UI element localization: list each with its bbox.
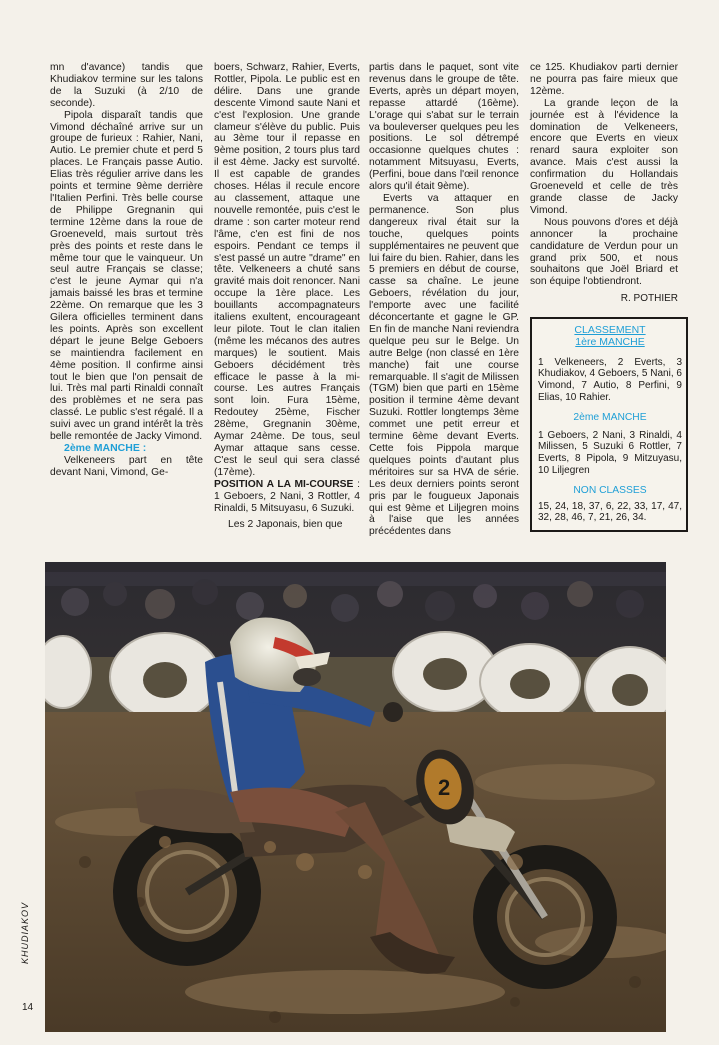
paragraph: boers, Schwarz, Rahier, Everts, Rottler, Pipola. Le public est en délire. Dans une grande descente Vimond saute Nani et c'est l'explosion. Une grande clameur s'élève du public. Puis au 3ème tour il repasse en 9ème position, 2 tours plus tard il est 4ème. Jacky est survolté. Il est capable de grandes choses. Hélas il recule encore au classement, attaque une nouvelle remontée, puis c'est le drame : son carter moteur rend l'âme, c'en est fini de nos espoirs. Pendant ce temps il s'est passé un autre "drame" en tête. Velkeneers a chuté sans gravité mais doit renoncer. Nani occupe la 1ère place. Les bouillants accompagnateurs italiens exultent, encourageant leur pilote. Tout le clan italien (même les mécanos des autres marques) le soutient. Mais Geboers décidément très efficace le passe à la mi-course. Les autres Français sont loin. Fura 15ème, Redoutey 25ème, Fischer 28ème, Gregnanin 30ème, Aymar 24ème. De tous, seul Aymar attaque sans cesse. C'est le seul qui sera classé (17ème). bbox=[214, 62, 360, 478]
results-unclassified: 15, 24, 18, 37, 6, 22, 33, 17, 47, 32, 28, 46, 7, 21, 26, 34. bbox=[538, 500, 682, 524]
photo-caption bbox=[22, 900, 36, 970]
results-title: CLASSEMENT bbox=[574, 324, 646, 336]
photo-caption-text: KHUDIAKOV bbox=[20, 901, 31, 965]
paragraph: ce 125. Khudiakov parti dernier ne pourra pas faire mieux que 12ème. bbox=[530, 62, 678, 97]
results-box bbox=[530, 317, 688, 532]
results-heading-unclassified: NON CLASSES bbox=[573, 484, 647, 496]
rider-number-plate: 2 bbox=[438, 775, 451, 800]
article-column-4 bbox=[530, 62, 678, 305]
paragraph: partis dans le paquet, sont vite revenus dans le groupe de tête. Everts, après un départ moyen, repasse attardé (16ème). L'orage qui s'abat sur le terrain va bouleverser quelques peu les positions. Le sol détrempé occasionne quelques chutes : notamment Mitsuyasu, Everts, (Perfini, boue dans l'œil renonce alors qu'il était 9ème). bbox=[369, 62, 519, 193]
article-column-1 bbox=[50, 62, 203, 479]
article-column-2 bbox=[214, 62, 360, 531]
results-subtitle: 1ère MANCHE bbox=[575, 335, 645, 348]
section-heading-2nd-heat: 2ème MANCHE : bbox=[64, 442, 147, 454]
paragraph: Velkeneers part en tête devant Nani, Vimond, Ge- bbox=[50, 454, 203, 478]
paragraph: mn d'avance) tandis que Khudiakov termine sur les talons de la Suzuki (à 2/10 de seconde). bbox=[50, 62, 203, 109]
article-column-3 bbox=[369, 62, 519, 538]
results-heat-1: 1 Velkeneers, 2 Everts, 3 Khudiakov, 4 Geboers, 5 Nani, 6 Vimond, 7 Autio, 8 Perfini, 9 Elias, 10 Rahier. bbox=[538, 356, 682, 403]
author-signature: R. POTHIER bbox=[620, 293, 678, 305]
paragraph: Everts va attaquer en permanence. Son plus dangereux rival était sur la touche, quelques points supplémentaires ne peuvent que lui faire du bien. Rahier, dans les 5 premiers en début de course, casse sa chaîne. Le jeune Geboers, révélation du jour, l'emporte avec une facilité déconcertante et gagne le GP. En fin de manche Nani reviendra quelque peu sur le Belge. Un autre Belge (non classé en 1ère manche) fait une course remarquable. Il s'agit de Milissen (TGM) bien que parti en 15ème position il termine 4ème devant Suzuki. Rottler longtemps 3ème commet une petit erreur et termine 6ème devant Everts. Cette fois Pippola marque quelques points d'autant plus méritoires sur sa HVA de série. Les deux derniers points seront pris par le fougueux Japonais qui est 9ème et Liljegren moins à l'aise que les années précédentes dans bbox=[369, 192, 519, 538]
paragraph: Les 2 Japonais, bien que bbox=[228, 519, 343, 531]
paragraph: Pipola disparaît tandis que Vimond déchaîné arrive sur un groupe de furieux : Rahier, Nani, Autio. Le premier chute et perd 5 places. Le Français passe Autio. Elias très régulier arrive dans les points et termine 9ème derrière l'Italien Perfini. Très belle course de Philippe Gregnanin qui termine 12ème dans la roue de Groeneveld, mais surtout très près des points et reste dans le même tour que le vainqueur. Un seul autre Français se classe; c'est le jeune Aymar qui n'a jamais baissé les bras et termine 22ème. On remarque que les 3 Gilera officielles terminent dans les points. Après son excellent départ le jeune Belge Geboers se maintiendra facilement en 4ème position. Il confirme ainsi tout le bien que l'on pensait de lui. Très mal parti Rinaldi connaît des problèmes et ne sera pas classé. Le public s'est régalé. Il a suivi avec un grand intérêt la très belle remontée de Jacky Vimond. bbox=[50, 109, 203, 443]
mid-race-heading: POSITION A LA MI-COURSE bbox=[214, 478, 354, 490]
paragraph: Nous pouvons d'ores et déjà annoncer la prochaine candidature de Verdun pour un grand prix 500, et nous souhaitons que Joël Briard et son équipe l'obtiendront. bbox=[530, 216, 678, 288]
results-heading-heat-2: 2ème MANCHE bbox=[573, 411, 647, 423]
motocross-rider-illustration bbox=[45, 562, 666, 1032]
mid-race-text: : 1 Geboers, 2 Nani, 3 Rottler, 4 Rinaldi, 5 Mitsuyasu, 6 Suzuki. bbox=[214, 478, 360, 514]
paragraph: La grande leçon de la journée est à l'évidence la domination de Velkeneers, encore que Everts en vieux renard saura exploiter son avance. Mais c'est aussi la confirmation du Hollandais Groeneveld et celle de très grande classe de Jacky Vimond. bbox=[530, 97, 678, 216]
motocross-photo bbox=[45, 562, 666, 1032]
paragraph-mid-race bbox=[214, 479, 360, 515]
page-number: 14 bbox=[22, 1002, 34, 1013]
results-heat-2: 1 Geboers, 2 Nani, 3 Rinaldi, 4 Milissen, 5 Suzuki 6 Rottler, 7 Everts, 8 Pipola, 9 Mitzuyasu, 10 Liljegren bbox=[538, 429, 682, 476]
